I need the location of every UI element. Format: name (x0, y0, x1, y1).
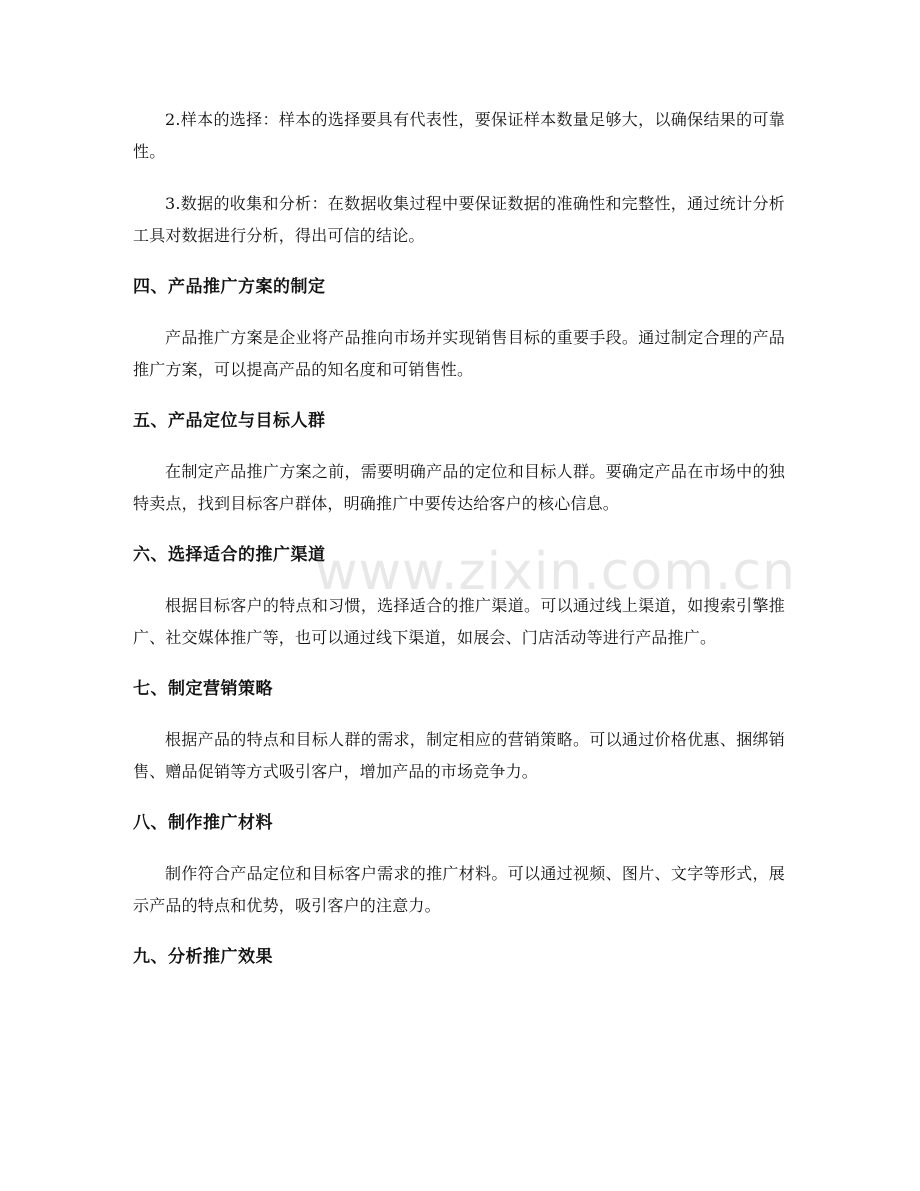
document-body (133, 104, 785, 992)
paragraph-section-6: 根据目标客户的特点和习惯，选择适合的推广渠道。可以通过线上渠道，如搜索引擎推广、社交媒体推广等，也可以通过线下渠道，如展会、门店活动等进行产品推广。 (133, 596, 785, 647)
paragraph-section-5: 在制定产品推广方案之前，需要明确产品的定位和目标人群。要确定产品在市场中的独特卖点，找到目标客户群体，明确推广中要传达给客户的核心信息。 (133, 462, 785, 513)
watermark: www.zixin.com.cn (315, 542, 796, 602)
section-heading-9: 九、分析推广效果 (133, 947, 273, 967)
section-heading-7: 七、制定营销策略 (133, 679, 273, 699)
paragraph-section-7: 根据产品的特点和目标人群的需求，制定相应的营销策略。可以通过价格优惠、捆绑销售、赠品促销等方式吸引客户，增加产品的市场竞争力。 (133, 730, 785, 781)
section-heading-4: 四、产品推广方案的制定 (133, 277, 326, 297)
section-heading-6: 六、选择适合的推广渠道 (133, 545, 326, 565)
paragraph-section-4: 产品推广方案是企业将产品推向市场并实现销售目标的重要手段。通过制定合理的产品推广方案，可以提高产品的知名度和可销售性。 (133, 328, 785, 379)
paragraph-data-collection: 3.数据的收集和分析：在数据收集过程中要保证数据的准确性和完整性，通过统计分析工具对数据进行分析，得出可信的结论。 (133, 194, 785, 245)
paragraph-sample-selection: 2.样本的选择：样本的选择要具有代表性，要保证样本数量足够大，以确保结果的可靠性。 (133, 110, 785, 161)
paragraph-section-8: 制作符合产品定位和目标客户需求的推广材料。可以通过视频、图片、文字等形式，展示产品的特点和优势，吸引客户的注意力。 (133, 864, 785, 915)
section-heading-5: 五、产品定位与目标人群 (133, 411, 326, 431)
section-heading-8: 八、制作推广材料 (133, 813, 273, 833)
